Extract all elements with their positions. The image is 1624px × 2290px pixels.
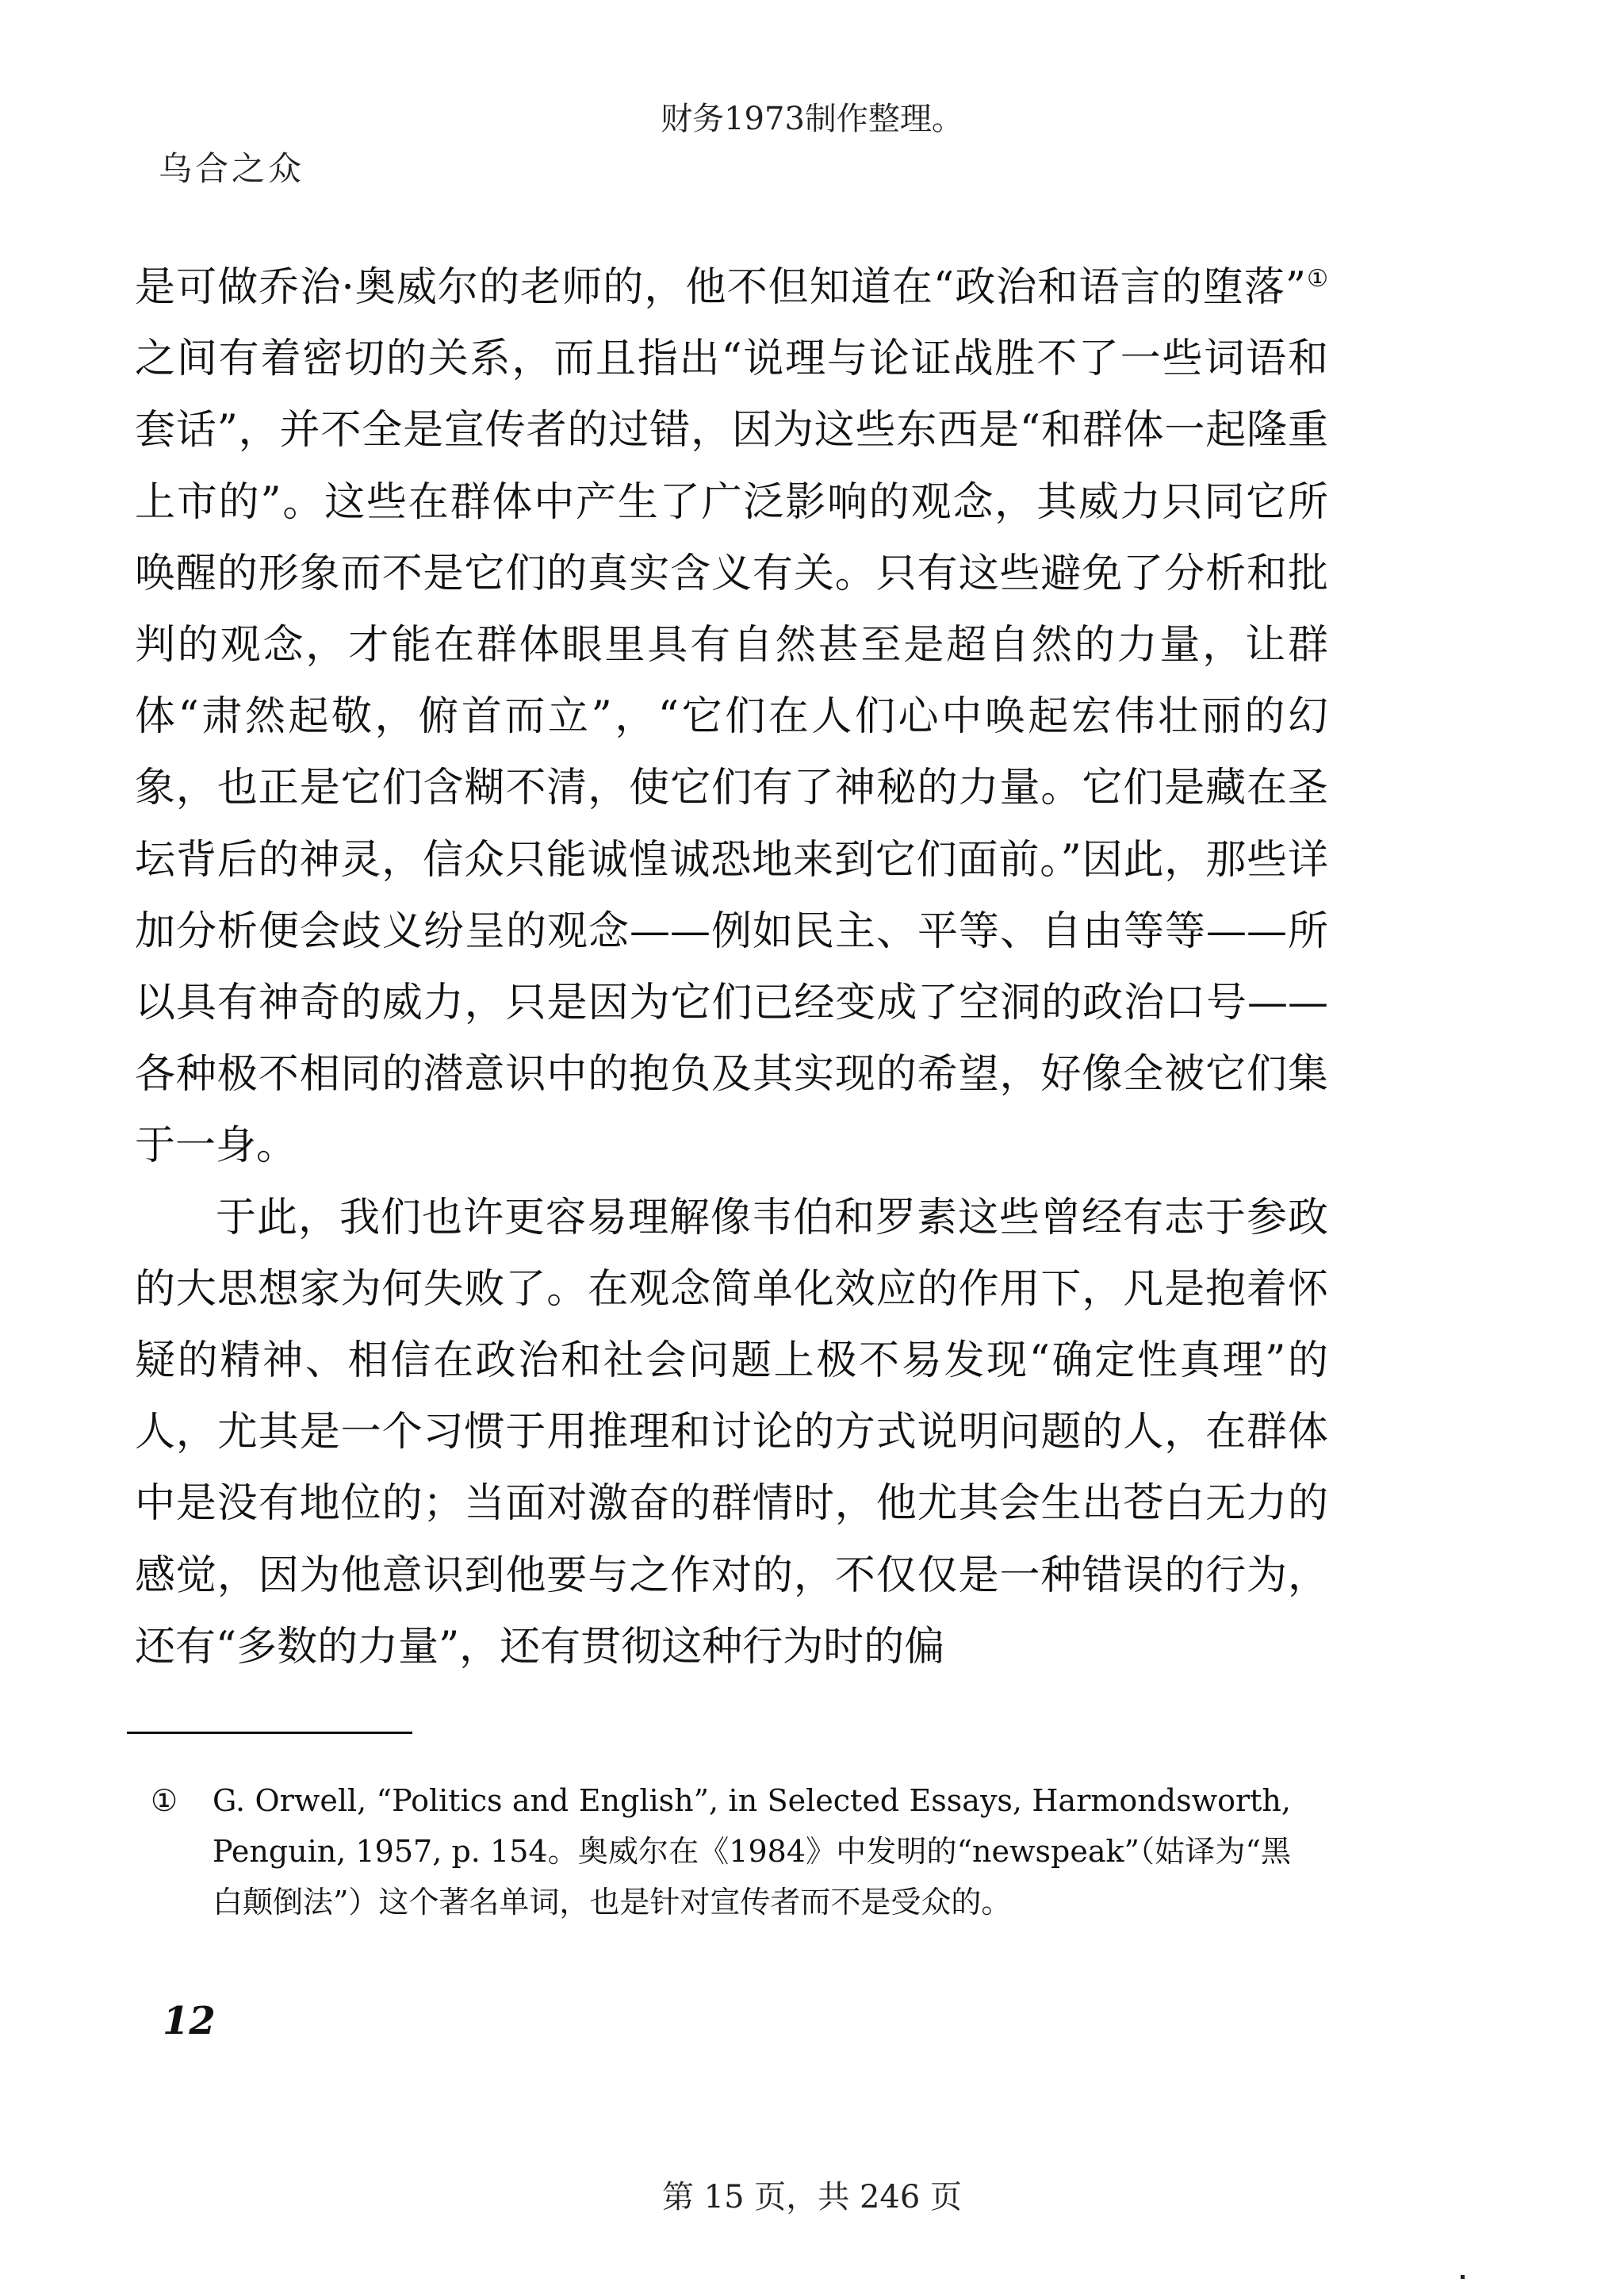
paragraph-2: 于此，我们也许更容易理解像韦伯和罗素这些曾经有志于参政的大思想家为何失败了。在观念简单化效应的作用下，凡是抱着怀疑的精神、相信在政治和社会问题上极不易发现“确定性真理”的人，尤其是一个习惯于用推理和讨论的方式说明问题的人，在群体中是没有地位的；当面对激奋的群情时，他尤其会生出苍白无力的感觉，因为他意识到他要与之作对的，不仅仅是一种错误的行为，还有“多数的力量”，还有贯彻这种行为时的偏 <box>135 1194 1328 1671</box>
running-title: 乌合之众 <box>159 149 305 188</box>
paragraph-1-part-a: 是可做乔治·奥威尔的老师的，他不但知道在“政治和语言的堕落” <box>135 264 1306 311</box>
footnote <box>151 1775 1291 1928</box>
body-text <box>135 252 1328 1683</box>
paragraph-1 <box>135 252 1328 1183</box>
footnote-reference: ① <box>1306 265 1328 293</box>
paragraph-1-part-b: 之间有着密切的关系，而且指出“说理与论证战胜不了一些词语和套话”，并不全是宣传者的过错，因为这些东西是“和群体一起隆重上市的”。这些在群体中产生了广泛影响的观念，其威力只同它所唤醒的形象而不是它们的真实含义有关。只有这些避免了分析和批判的观念，才能在群体眼里具有自然甚至是超自然的力量，让群体“肃然起敬，俯首而立”，“它们在人们心中唤起宏伟壮丽的幻象，也正是它们含糊不清，使它们有了神秘的力量。它们是藏在圣坛背后的神灵，信众只能诚惶诚恐地来到它们面前。”因此，那些详加分析便会歧义纷呈的观念——例如民主、平等、自由等等——所以具有神奇的威力，只是因为它们已经变成了空洞的政治口号——各种极不相同的潜意识中的抱负及其实现的希望，好像全被它们集于一身。 <box>135 336 1328 1170</box>
page-number: 12 <box>163 1999 216 2043</box>
footnote-marker: ① <box>151 1783 178 1818</box>
footnote-divider <box>127 1732 412 1734</box>
watermark-text: 财务1973制作整理。 <box>661 101 963 137</box>
scan-speck <box>1461 2275 1465 2279</box>
footnote-text: G. Orwell, “Politics and English”, in Selected Essays, Harmondsworth, Penguin, 1957, p. 154。奥威尔在《1984》中发明的“newspeak”（姑译为“黑白颠倒法”）这个著名单词，也是针对宣传者而不是受众的。 <box>213 1783 1291 1920</box>
page-footer: 第 15 页，共 246 页 <box>661 2179 963 2215</box>
